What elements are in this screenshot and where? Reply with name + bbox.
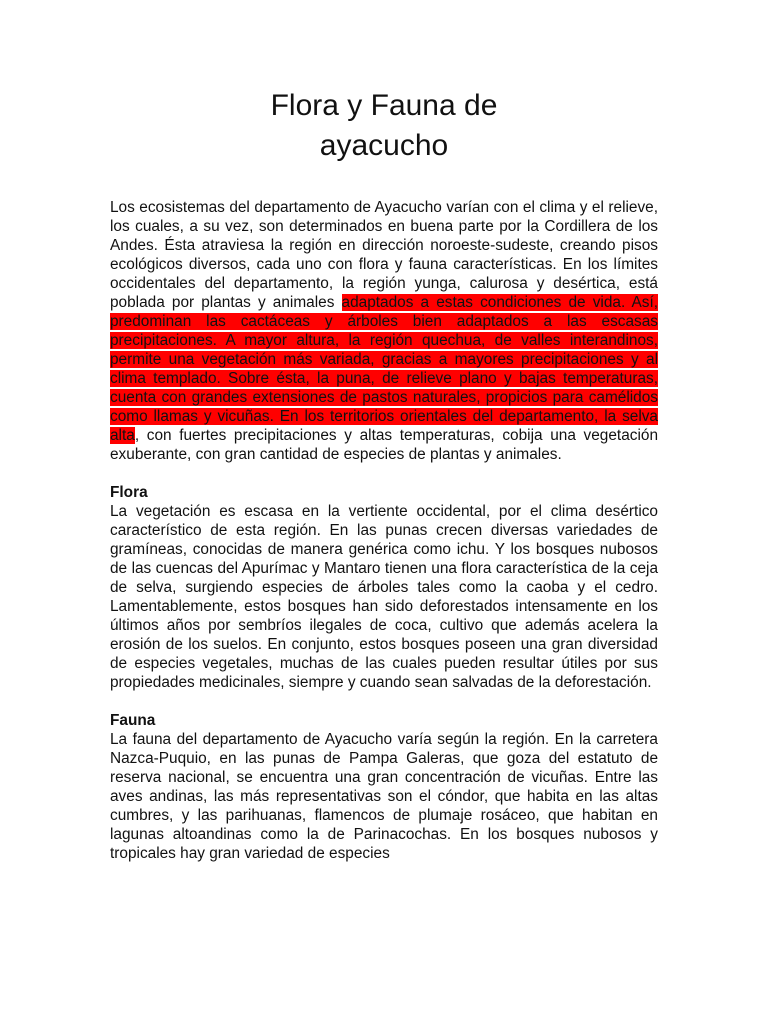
intro-text-after: , con fuertes precipitaciones y altas temperaturas, cobija una vegetación exuberante, con gran cantidad de especies de plantas y animales. (110, 427, 658, 463)
intro-text-before: Los ecosistemas del departamento de Ayacucho varían con el clima y el relieve, los cuales, a su vez, son determinados en buena parte por la Cordillera de los Andes. Ésta atraviesa la región en dirección noroeste-sudeste, creando pisos ecológicos diversos, cada uno con flora y fauna características. En los límites occidentales del departamento, la región yunga, calurosa y desértica, está poblada por plantas y animales (110, 199, 658, 311)
flora-heading: Flora (110, 484, 148, 501)
flora-paragraph: La vegetación es escasa en la vertiente occidental, por el clima desértico característico de esta región. En las punas crecen diversas variedades de gramíneas, conocidas de manera genérica como ichu. Y los bosques nubosos de las cuencas del Apurímac y Mantaro tienen una flora característica de la ceja de selva, surgiendo especies de árboles tales como la caoba y el cedro. Lamentablemente, estos bosques han sido deforestados intensamente en los últimos años por sembríos ilegales de coca, cultivo que además acelera la erosión de los suelos. En conjunto, estos bosques poseen una gran diversidad de especies vegetales, muchas de las cuales pueden resultar útiles por sus propiedades medicinales, siempre y cuando sean salvadas de la deforestación. (110, 503, 658, 691)
fauna-paragraph: La fauna del departamento de Ayacucho varía según la región. En la carretera Nazca-Puquio, en las punas de Pampa Galeras, que goza del estatuto de reserva nacional, se encuentra una gran concentración de vicuñas. Entre las aves andinas, las más representativas son el cóndor, que habita en las altas cumbres, y las parihuanas, flamencos de plumaje rosáceo, que habitan en lagunas altoandinas como la de Parinacochas. En los bosques nubosos y tropicales hay gran variedad de especies (110, 731, 658, 862)
document-title: Flora y Fauna de ayacucho (270, 89, 498, 162)
intro-highlighted-text: adaptados a estas condiciones de vida. Así, predominan las cactáceas y árboles bien adaptados a las escasas precipitaciones. A mayor altura, la región quechua, de valles interandinos, permite una vegetación más variada, gracias a mayores precipitaciones y al clima templado. Sobre ésta, la puna, de relieve plano y bajas temperaturas, cuenta con grandes extensiones de pastos naturales, propicios para camélidos como llamas y vicuñas. En los territorios orientales del departamento, la selva alta (110, 294, 658, 444)
intro-paragraph (110, 198, 658, 464)
fauna-heading: Fauna (110, 712, 156, 729)
document-body (110, 198, 658, 863)
